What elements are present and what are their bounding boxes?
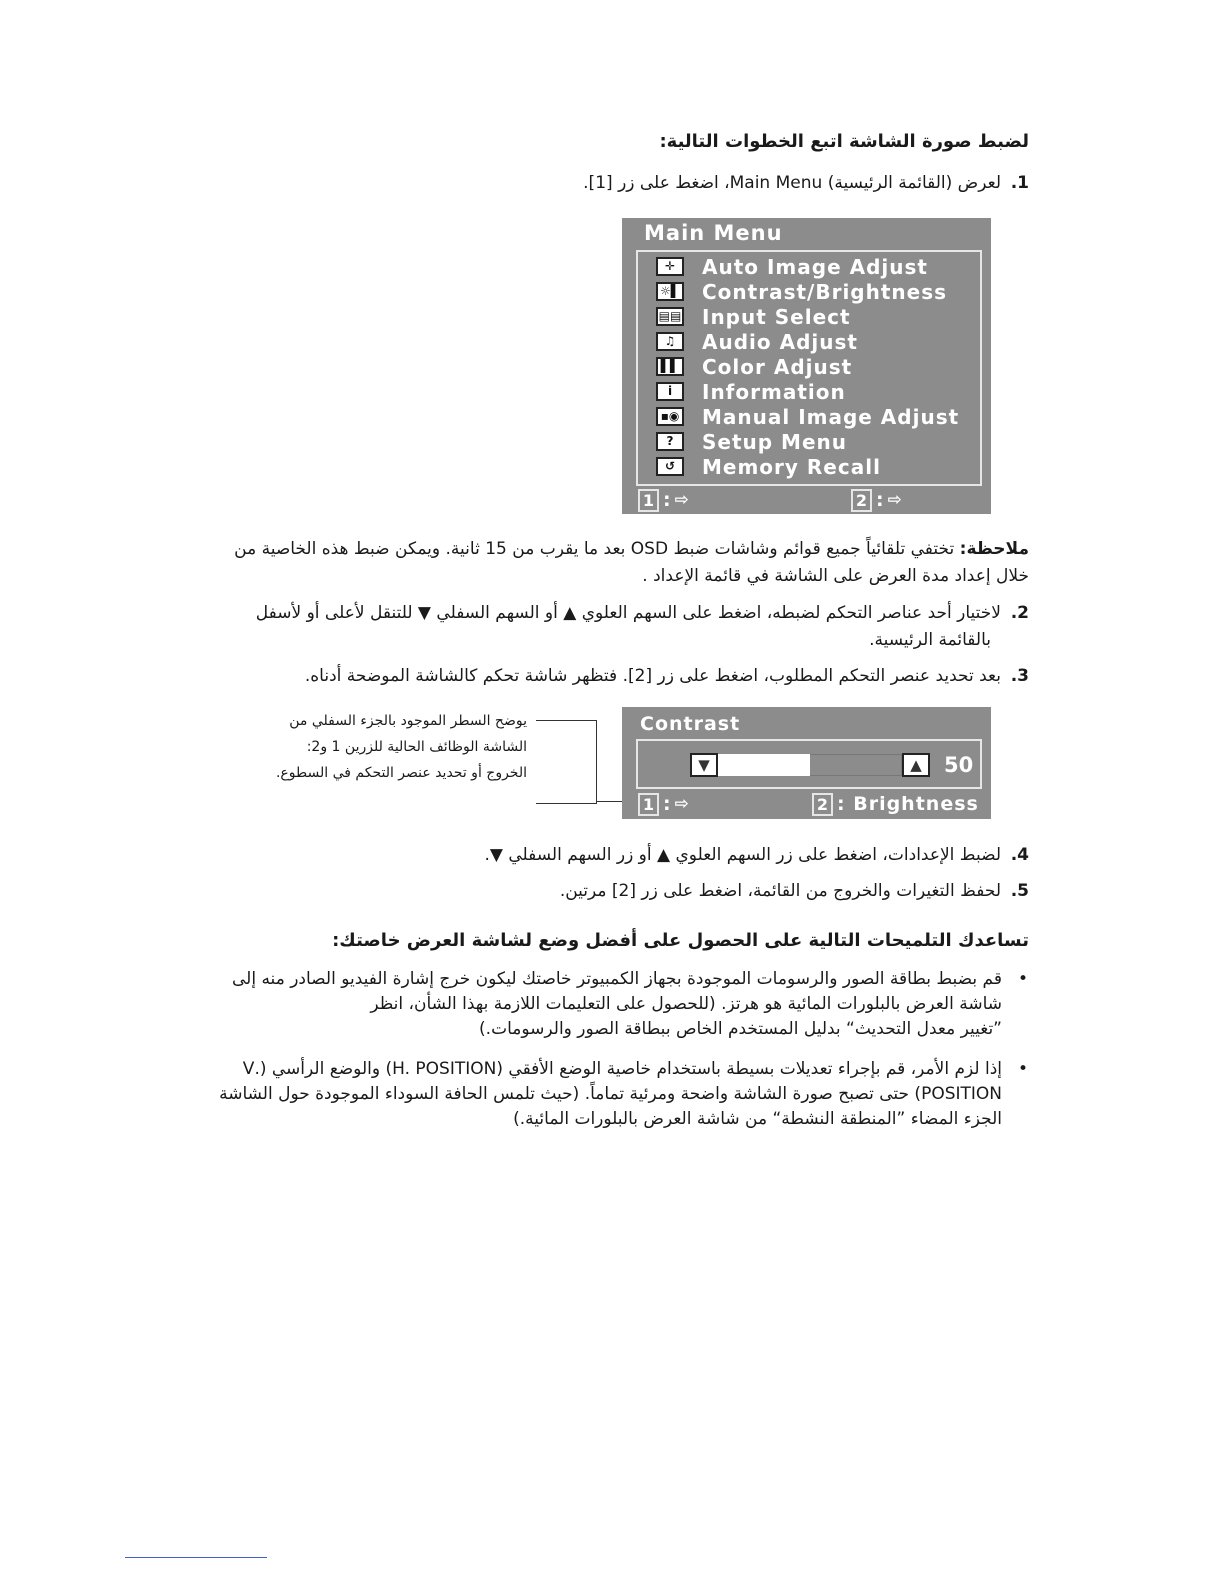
osd-footer-right [851, 488, 902, 512]
callout-line: الخروج أو تحديد عنصر التحكم في السطوع. [275, 765, 527, 781]
brightness-label: : Brightness [837, 793, 979, 815]
info-icon: i [656, 382, 684, 401]
key-2-box: 2 [812, 793, 833, 816]
color-bars-icon: ▌▌ [656, 357, 684, 376]
exit-icon: ⇨ [887, 490, 902, 510]
step-text: بعد تحديد عنصر التحكم المطلوب، اضغط على زر [2]. فتظهر شاشة تحكم كالشاشة الموضحة أدناه. [304, 666, 1001, 686]
tip-line: إذا لزم الأمر، قم بإجراء تعديلات بسيطة باستخدام خاصية الوضع الأفقي (H. POSITION) والوضع الرأسي (.V [242, 1059, 1002, 1079]
audio-icon: ♫ [656, 332, 684, 351]
menu-item-label: Information [702, 379, 846, 404]
slider-fill [718, 754, 810, 776]
menu-item[interactable] [638, 329, 858, 354]
step-number: 4. [1010, 845, 1029, 865]
menu-item[interactable] [638, 404, 959, 429]
memory-recall-icon: ↺ [656, 457, 684, 476]
tip-line: الجزء المضاء ”المنطقة النشطة“ من شاشة العرض بالبلورات المائية.) [513, 1109, 1002, 1129]
menu-item-label: Auto Image Adjust [702, 254, 928, 279]
input-select-icon: ▤▤ [656, 307, 684, 326]
menu-item[interactable] [638, 379, 846, 404]
tip-bullet-2 [182, 1057, 1028, 1132]
menu-item[interactable] [638, 254, 928, 279]
step-text: لحفظ التغيرات والخروج من القائمة، اضغط على زر [2] مرتين. [559, 881, 1001, 901]
contrast-osd [622, 707, 991, 819]
osd-title: Main Menu [644, 221, 783, 245]
callout-connector-tail [596, 801, 622, 802]
sun-contrast-icon: ☼▌ [656, 282, 684, 301]
section-heading: لضبط صورة الشاشة اتبع الخطوات التالية: [659, 131, 1029, 152]
contrast-slider[interactable] [636, 739, 982, 789]
bullet-icon: • [1017, 1059, 1028, 1079]
step-text: لعرض (القائمة الرئيسية) Main Menu، اضغط على زر [1]. [583, 173, 1001, 193]
menu-item-label: Color Adjust [702, 354, 853, 379]
main-menu-osd [622, 218, 991, 514]
tip-line: ”تغيير معدل التحديث“ بدليل المستخدم الخاص ببطاقة الصور والرسومات.) [479, 1019, 1002, 1039]
menu-list [636, 250, 982, 486]
callout-line: يوضح السطر الموجود بالجزء السفلي من [289, 713, 527, 729]
callout-line: الشاشة الوظائف الحالية للزرين 1 و2: [306, 739, 527, 755]
step-number: 5. [1010, 881, 1029, 901]
key-separator: : [663, 489, 671, 511]
down-arrow-icon[interactable]: ▼ [690, 753, 718, 777]
step-number: 2. [1010, 603, 1029, 623]
note-text: تختفي تلقائياً جميع قوائم وشاشات ضبط OSD بعد ما يقرب من 15 ثانية. ويمكن ضبط هذه الخاصية من [234, 539, 955, 559]
tip-line: شاشة العرض بالبلورات المائية هو هرتز. (للحصول على التعليمات اللازمة بهذا الشأن، انظر [370, 994, 1002, 1014]
up-arrow-icon[interactable]: ▲ [902, 753, 930, 777]
menu-item[interactable] [638, 354, 852, 379]
tip-line: POSITION) حتى تصبح صورة الشاشة واضحة ومرئية تماماً. (حيث تلمس الحافة السوداء الموجودة حول الشاشة [219, 1084, 1002, 1104]
contrast-value: 50 [944, 753, 974, 777]
crosshair-icon: ✛ [656, 257, 684, 276]
step-3 [199, 663, 1029, 690]
tip-bullet-1 [182, 967, 1028, 1042]
contrast-title: Contrast [640, 713, 741, 735]
key-1-box: 1 [638, 489, 659, 512]
step-5 [199, 878, 1029, 905]
callout-text [207, 708, 527, 786]
step-text: لضبط الإعدادات، اضغط على زر السهم العلوي ▲ أو زر السهم السفلي ▼. [484, 845, 1001, 865]
step-text-cont: بالقائمة الرئيسية. [869, 630, 991, 650]
manual-adjust-icon: ▪◉ [656, 407, 684, 426]
menu-item-label: Input Select [702, 304, 851, 329]
osd-footer-left [638, 488, 689, 512]
contrast-footer-left [638, 792, 689, 816]
menu-item[interactable] [638, 454, 881, 479]
exit-icon: ⇨ [674, 794, 689, 814]
tips-heading: تساعدك التلميحات التالية على الحصول على أفضل وضع لشاشة العرض خاصتك: [332, 930, 1029, 951]
key-separator: : [876, 489, 884, 511]
menu-item[interactable] [638, 429, 847, 454]
key-separator: : [663, 793, 671, 815]
bullet-icon: • [1017, 969, 1028, 989]
step-2 [199, 600, 1029, 654]
key-2-box: 2 [851, 489, 872, 512]
key-1-box: 1 [638, 793, 659, 816]
menu-item-label: Memory Recall [702, 454, 881, 479]
menu-item-label: Audio Adjust [702, 329, 858, 354]
step-4 [199, 842, 1029, 869]
step-1 [329, 170, 1029, 197]
contrast-footer-right [812, 792, 979, 816]
step-text: لاختيار أحد عناصر التحكم لضبطه، اضغط على السهم العلوي ▲ أو السهم السفلي ▼ للتنقل لأعلى أو لأسفل [255, 603, 1001, 623]
question-icon: ? [656, 432, 684, 451]
menu-item[interactable] [638, 279, 947, 304]
step-number: 1. [1010, 173, 1029, 193]
callout-connector [536, 720, 597, 804]
menu-item-label: Contrast/Brightness [702, 279, 948, 304]
note-line-1 [189, 536, 1029, 563]
footer-rule [125, 1557, 267, 1558]
menu-item-label: Setup Menu [702, 429, 847, 454]
note-line-2: خلال إعداد مدة العرض على الشاشة في قائمة الإعداد . [642, 566, 1029, 586]
note-label: ملاحظة: [959, 539, 1029, 559]
menu-item-label: Manual Image Adjust [702, 404, 960, 429]
exit-icon: ⇨ [674, 490, 689, 510]
step-number: 3. [1010, 666, 1029, 686]
menu-item[interactable] [638, 304, 851, 329]
tip-line: قم بضبط بطاقة الصور والرسومات الموجودة بجهاز الكمبيوتر خاصتك ليكون خرج إشارة الفيديو الصادر منه إلى [231, 969, 1002, 989]
